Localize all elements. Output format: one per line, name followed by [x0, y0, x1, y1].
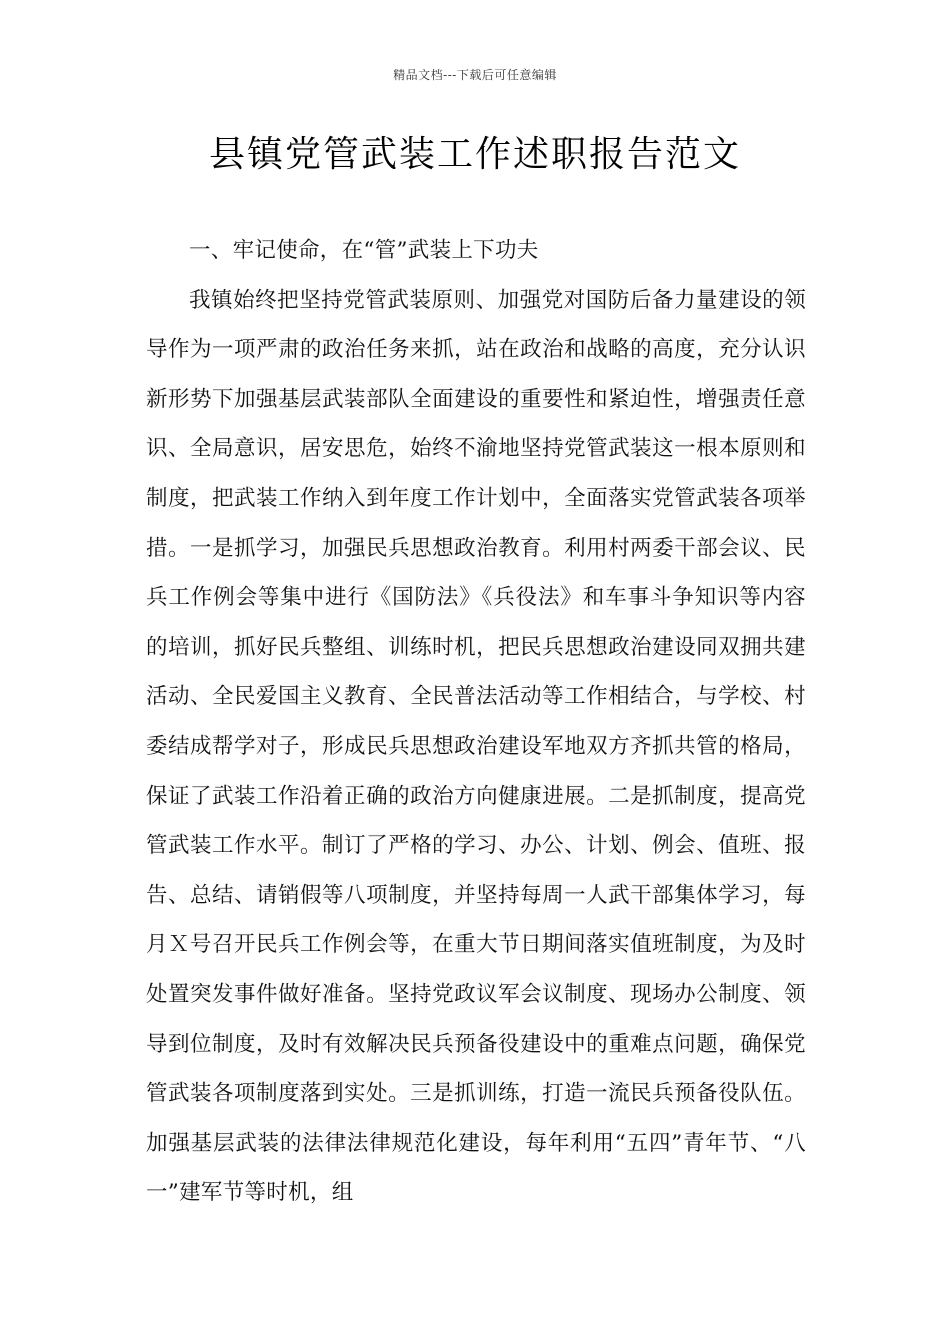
body-paragraph: 我镇始终把坚持党管武装原则、加强党对国防后备力量建设的领导作为一项严肃的政治任务来抓，站在政治和战略的高度，充分认识新形势下加强基层武装部队全面建设的重要性和紧迫性，增强责任意识、全局意识，居安思危，始终不渝地坚持党管武装这一根本原则和制度，把武装工作纳入到年度工作计划中，全面落实党管武装各项举措。一是抓学习，加强民兵思想政治教育。利用村两委干部会议、民兵工作例会等集中进行《国防法》《兵役法》和车事斗争知识等内容的培训，抓好民兵整组、训练时机，把民兵思想政治建设同双拥共建活动、全民爱国主义教育、全民普法活动等工作相结合，与学校、村委结成帮学对子，形成民兵思想政治建设军地双方齐抓共管的格局，保证了武装工作沿着正确的政治方向健康进展。二是抓制度，提高党管武装工作水平。制订了严格的学习、办公、计划、例会、值班、报告、总结、请销假等八项制度，并坚持每周一人武干部集体学习，每月Ｘ号召开民兵工作例会等，在重大节日期间落实值班制度，为及时处置突发事件做好准备。坚持党政议军会议制度、现场办公制度、领导到位制度，及时有效解决民兵预备役建设中的重难点问题，确保党管武装各项制度落到实处。三是抓训练，打造一流民兵预备役队伍。加强基层武装的法律法律规范化建设，每年利用“五四”青年节、“八一”建军节等时机，组: [146, 287, 806, 1206]
section-heading: 一、牢记使命，在“管”武装上下功夫: [189, 238, 539, 263]
document-title: 县镇党管武装工作述职报告范文: [208, 134, 741, 175]
document-body: [146, 226, 806, 1218]
header-note: 精品文档---下载后可任意编辑: [393, 68, 557, 82]
